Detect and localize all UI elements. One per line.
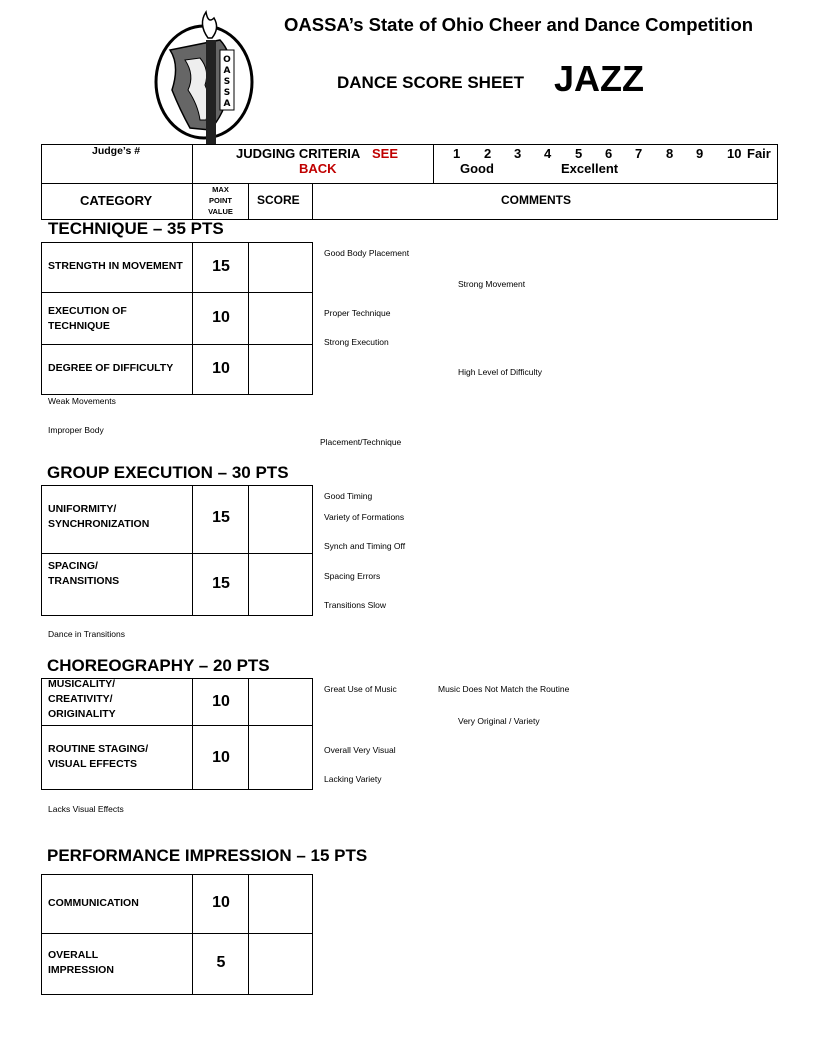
comment: Transitions Slow bbox=[324, 600, 387, 610]
scale-5: 5 bbox=[575, 146, 583, 161]
category-spacing-transitions: SPACING/ TRANSITIONS bbox=[48, 560, 120, 587]
category-degree-of-difficulty: DEGREE OF DIFFICULTY bbox=[48, 362, 174, 374]
scale-1: 1 bbox=[453, 146, 461, 161]
max-value: 10 bbox=[212, 894, 230, 911]
score-cell[interactable] bbox=[249, 293, 312, 344]
comment: Music Does Not Match the Routine bbox=[438, 684, 570, 694]
comment: Dance in Transitions bbox=[48, 629, 126, 639]
max-value: 5 bbox=[216, 954, 226, 971]
scale-8: 8 bbox=[666, 146, 674, 161]
svg-text:O: O bbox=[223, 55, 231, 65]
category-routine-staging-visual-effects: ROUTINE STAGING/ VISUAL EFFECTS bbox=[48, 743, 149, 770]
section-title-technique: TECHNIQUE – 35 PTS bbox=[48, 219, 224, 238]
scale-3: 3 bbox=[514, 146, 522, 161]
comment: Overall Very Visual bbox=[324, 745, 396, 755]
page-title: OASSA’s State of Ohio Cheer and Dance Competition bbox=[284, 14, 754, 35]
category-uniformity-synchronization: UNIFORMITY/ SYNCHRONIZATION bbox=[48, 503, 150, 530]
section-title-choreography: CHOREOGRAPHY – 20 PTS bbox=[47, 656, 270, 675]
category-header: CATEGORY bbox=[80, 193, 153, 208]
scale-6: 6 bbox=[605, 146, 613, 161]
scale-excellent: Excellent bbox=[561, 161, 619, 176]
scale-2: 2 bbox=[484, 146, 492, 161]
scale-9: 9 bbox=[696, 146, 704, 161]
comment: Placement/Technique bbox=[320, 437, 402, 447]
section-title-group-execution: GROUP EXECUTION – 30 PTS bbox=[47, 463, 289, 482]
comments-header: COMMENTS bbox=[501, 193, 571, 207]
judging-criteria-label: JUDGING CRITERIA bbox=[236, 146, 361, 161]
svg-text:S: S bbox=[223, 77, 231, 87]
scale-fair: Fair bbox=[747, 146, 771, 161]
score-header: SCORE bbox=[257, 193, 300, 207]
comment: Strong Execution bbox=[324, 337, 389, 347]
score-cell[interactable] bbox=[249, 243, 312, 292]
category-communication: COMMUNICATION bbox=[48, 897, 139, 909]
comment: Lacks Visual Effects bbox=[48, 804, 124, 814]
comment: Strong Movement bbox=[458, 279, 526, 289]
section-title-performance-impression: PERFORMANCE IMPRESSION – 15 PTS bbox=[47, 846, 368, 865]
max-value: 15 bbox=[212, 575, 230, 592]
category-overall-impression: OVERALL IMPRESSION bbox=[48, 949, 114, 976]
max-point-value-header: MAX POINT VALUE bbox=[208, 185, 233, 216]
score-cell[interactable] bbox=[249, 875, 312, 933]
svg-text:S: S bbox=[223, 88, 231, 98]
svg-text:A: A bbox=[223, 99, 231, 109]
score-cell[interactable] bbox=[249, 934, 312, 995]
score-cell[interactable] bbox=[249, 679, 312, 725]
score-cell[interactable] bbox=[249, 345, 312, 395]
score-cell[interactable] bbox=[249, 726, 312, 790]
comment: Good Body Placement bbox=[324, 248, 410, 258]
max-value: 10 bbox=[212, 309, 230, 326]
back-label: BACK bbox=[299, 161, 337, 176]
scale-good: Good bbox=[460, 161, 494, 176]
category-execution-of-technique: EXECUTION OF TECHNIQUE bbox=[48, 305, 127, 332]
comment: Improper Body bbox=[48, 425, 104, 435]
max-value: 15 bbox=[212, 509, 230, 526]
judge-number-label: Judge’s # bbox=[92, 145, 141, 157]
comment: Weak Movements bbox=[48, 396, 116, 406]
comment: Very Original / Variety bbox=[458, 716, 540, 726]
comment: Lacking Variety bbox=[324, 774, 382, 784]
category-musicality-creativity-originality: MUSICALITY/ CREATIVITY/ ORIGINALITY bbox=[48, 678, 116, 720]
score-cell[interactable] bbox=[249, 554, 312, 616]
max-value: 15 bbox=[212, 258, 230, 275]
dance-style: JAZZ bbox=[554, 58, 644, 99]
comment: Synch and Timing Off bbox=[324, 541, 406, 551]
comment: Good Timing bbox=[324, 491, 373, 501]
category-strength-in-movement: STRENGTH IN MOVEMENT bbox=[48, 260, 183, 272]
max-value: 10 bbox=[212, 749, 230, 766]
scale-4: 4 bbox=[544, 146, 552, 161]
comment: Spacing Errors bbox=[324, 571, 381, 581]
sheet-label: DANCE SCORE SHEET bbox=[337, 73, 525, 92]
scale-7: 7 bbox=[635, 146, 643, 161]
see-label: SEE bbox=[372, 146, 399, 161]
score-cell[interactable] bbox=[249, 486, 312, 553]
max-value: 10 bbox=[212, 693, 230, 710]
comment: Proper Technique bbox=[324, 308, 391, 318]
max-value: 10 bbox=[212, 360, 230, 377]
comment: Great Use of Music bbox=[324, 684, 397, 694]
oassa-logo bbox=[150, 10, 256, 144]
comment: High Level of Difficulty bbox=[458, 367, 542, 377]
svg-text:A: A bbox=[223, 66, 231, 76]
comment: Variety of Formations bbox=[324, 512, 405, 522]
scale-10: 10 bbox=[727, 146, 742, 161]
